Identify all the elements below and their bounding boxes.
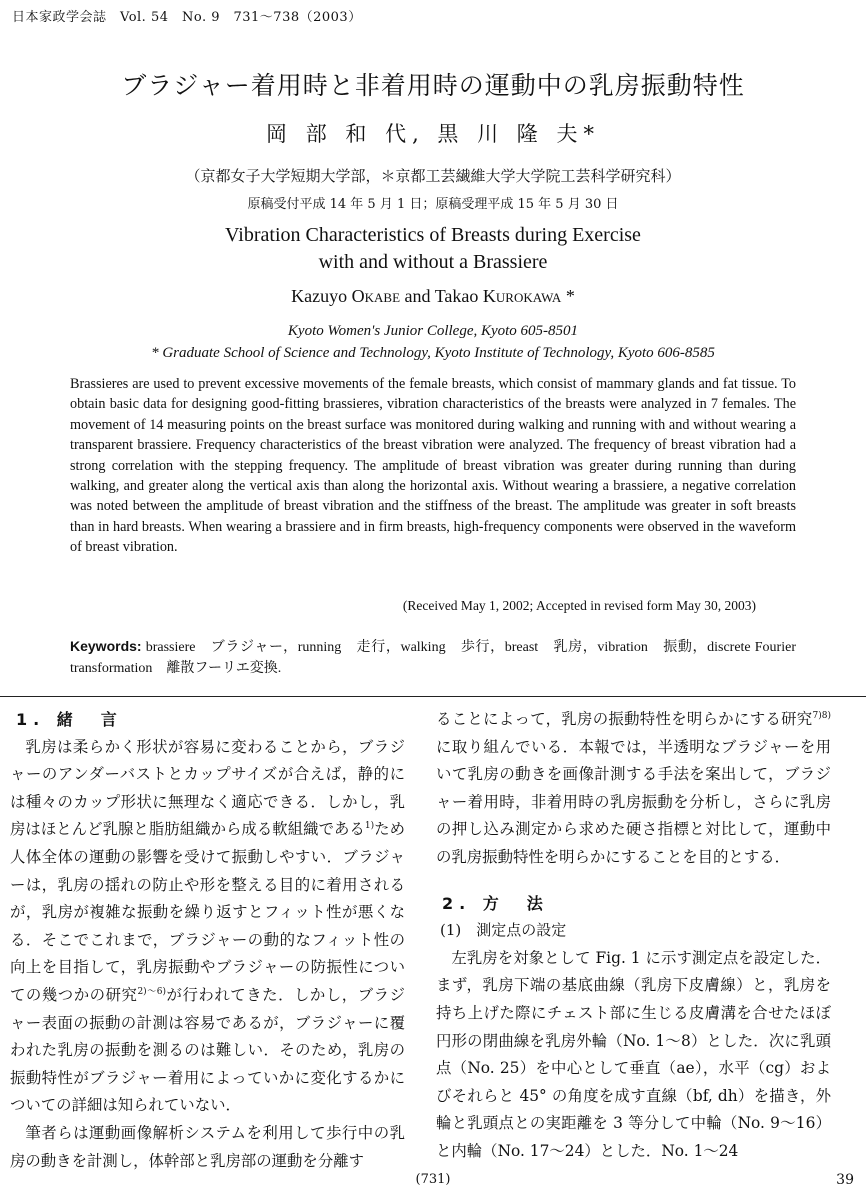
journal-header: 日本家政学会誌 Vol. 54 No. 9 731～738（2003）: [12, 10, 362, 25]
paragraph: 左乳房を対象として Fig. 1 に示す測定点を設定した．まず，乳房下端の基底曲線（乳房下皮膚線）と，乳房を持ち上げた際にチェスト部に生じる皮膚溝を合せたほぼ円形の閉曲線を乳房外輪（No. 1～8）とした．次に乳頭点（No. 25）を中心として垂直（ae），水平（cg）およびそれらと 45° の角度を成す直線（bf, dh）を描き，外輪と乳頭点との実距離を 3 等分して中輪（No. 9～16）と内輪（No. 17～24）とした．No. 1～24: [436, 948, 831, 1160]
affiliation-english: [0, 320, 866, 364]
page-number-center: (731): [415, 1172, 451, 1187]
affiliation-english-line2: * Graduate School of Science and Technology, Kyoto Institute of Technology, Kyoto 606-8585: [151, 345, 715, 361]
manuscript-dates: 原稿受付平成 14 年 5 月 1 日；原稿受理平成 15 年 5 月 30 日: [247, 197, 619, 212]
subsection-heading: (1) 測定点の設定: [440, 921, 567, 940]
right-column: [436, 706, 831, 1166]
keywords: [70, 636, 796, 679]
author2-family: Kurokawa: [482, 286, 562, 306]
page-number-right: 39: [836, 1172, 854, 1188]
author-and: and Takao: [400, 286, 483, 306]
author1-given: Kazuyo: [291, 286, 352, 306]
title-english-line1: Vibration Characteristics of Breasts during Exercise: [225, 224, 641, 246]
paragraph: [10, 734, 405, 1120]
section-heading-introduction: 1. 緒 言: [16, 710, 123, 729]
author-mark: *: [561, 286, 575, 306]
paragraph-text: 乳房は柔らかく形状が容易に変わることから，ブラジャーのアンダーバストとカップサイズが合えば，静的には種々のカップ形状に無理なく適応できる．しかし，乳房はほとんど乳腺と脂肪組織から成る軟組織である: [10, 737, 405, 839]
authors-japanese: 岡 部 和 代, 黒 川 隆 夫*: [266, 122, 600, 146]
citation: 2)～6): [137, 986, 167, 997]
author1-family: Okabe: [351, 286, 401, 306]
left-column: [10, 706, 405, 1175]
title-japanese: ブラジャー着用時と非着用時の運動中の乳房振動特性: [121, 71, 745, 100]
keywords-text: brassiere ブラジャー，running 走行，walking 歩行，breast 乳房，vibration 振動，discrete Fourier transformation 離散フーリエ変換.: [70, 640, 796, 676]
paragraph: [436, 706, 831, 872]
received-dates: (Received May 1, 2002; Accepted in revised form May 30, 2003): [402, 598, 756, 613]
abstract: Brassieres are used to prevent excessive movements of the female breasts, which consist of mammary glands and fat tissue. To obtain basic data for designing good-fitting brassieres, vibration characteristics of the breasts were analyzed in 7 females. The movement of 14 measuring points on the breast surface was monitored during walking and running with and without wearing a transparent brassiere. Frequency characteristics of the breast vibration were analyzed. The frequency of breast vibration had a strong correlation with the stepping frequency. The amplitude of breast vibration was greater during running than during walking, and greater along the vertical axis than along the horizontal axis. Without wearing a brassiere, a negative correlation was noted between the amplitude of breast vibration and the stiffness of the breast. The amplitude was greater in soft breasts than in hard breasts. When wearing a brassiere and in firm breasts, high-frequency components were observed in the waveform of breast vibration.: [70, 376, 796, 556]
affiliation-japanese: （京都女子大学短期大学部，＊京都工芸繊維大学大学院工芸科学研究科）: [185, 167, 681, 185]
keywords-label: Keywords:: [70, 638, 142, 654]
section-heading-methods: 2. 方 法: [442, 893, 549, 913]
paragraph-text: が行われてきた．しかし，ブラジャー表面の振動の計測は容易であるが，ブラジャーに覆われた乳房の振動を測るのは難しい．そのため，乳房の振動特性がブラジャー着用によっていかに変化するかについての詳細は知られていない．: [10, 985, 405, 1115]
paragraph-text: に取り組んでいる．本報では，半透明なブラジャーを用いて乳房の動きを画像計測する手法を案出して，ブラジャー着用時，非着用時の乳房振動を分析し，さらに乳房の押し込み測定から求めた硬さ指標と対比して，運動中の乳房振動特性を明らかにすることを目的とする．: [436, 737, 831, 866]
citation: 7)8): [812, 710, 831, 721]
authors-english: [0, 286, 866, 307]
paragraph-text: ることによって，乳房の振動特性を明らかにする研究: [436, 710, 813, 728]
affiliation-english-line1: Kyoto Women's Junior College, Kyoto 605-8501: [287, 323, 579, 339]
title-english-line2: with and without a Brassiere: [318, 251, 548, 273]
citation: 1): [364, 821, 375, 832]
section-divider: [0, 696, 866, 697]
paragraph-text: ため人体全体の運動の影響を受けて振動しやすい．ブラジャーは，乳房の揺れの防止や形を整える目的に着用されるが，乳房が複雑な振動を繰り返すとフィット性が悪くなる．そこでこれまで，ブラジャーの動的なフィット性の向上を目指して，乳房振動やブラジャーの防振性についての幾つかの研究: [10, 820, 405, 1004]
spacer: [436, 872, 831, 890]
title-english: [0, 222, 866, 276]
paragraph: 筆者らは運動画像解析システムを利用して歩行中の乳房の動きを計測し，体幹部と乳房部の運動を分離す: [10, 1123, 405, 1170]
